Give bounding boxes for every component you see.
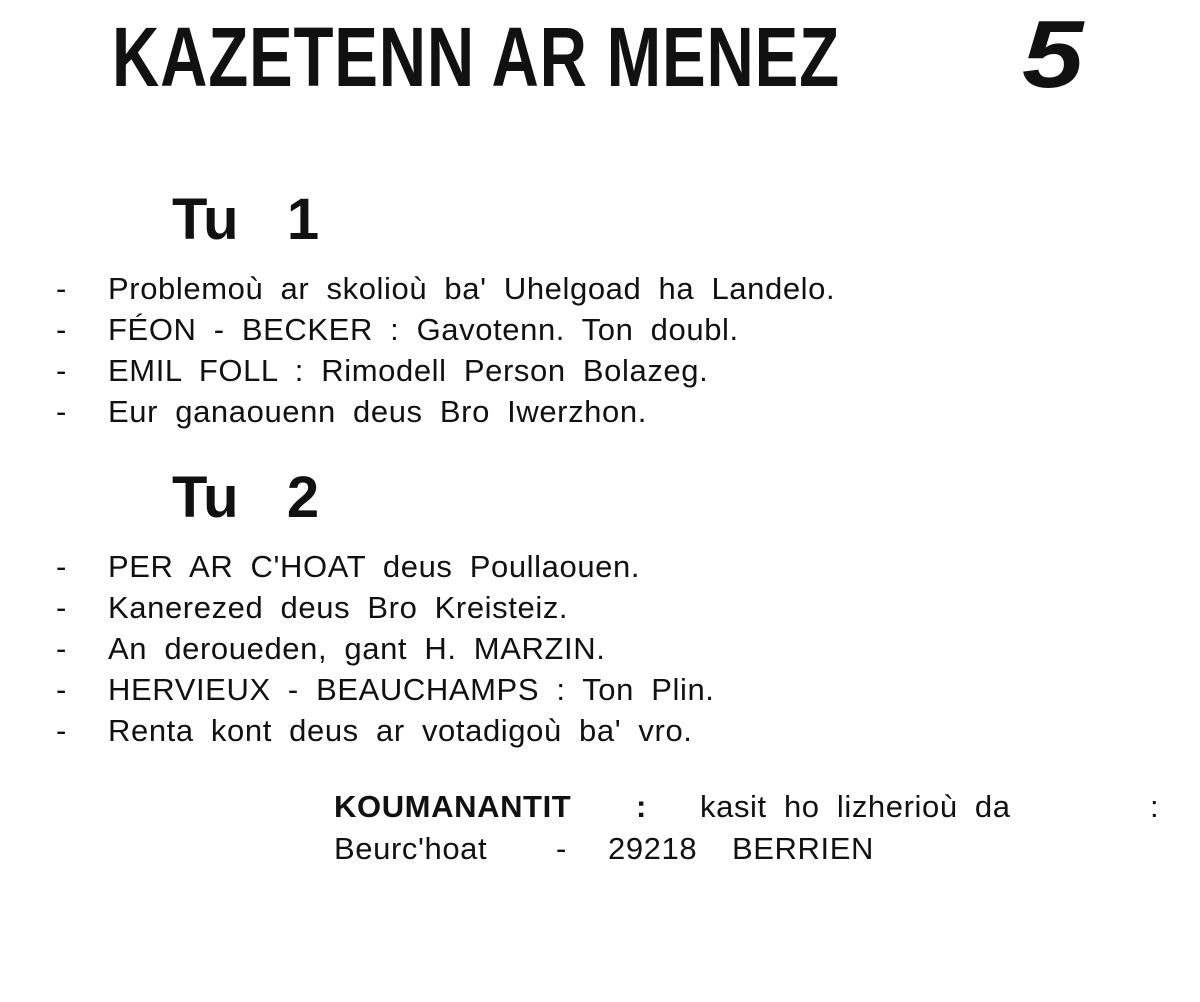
list-dash: - [56,312,67,347]
address-dash: - [556,831,567,866]
header-title: KAZETENN AR MENEZ [112,10,840,104]
list-dash: - [56,631,67,666]
list-item-text: Eur ganaouenn deus Bro Iwerzhon. [108,394,647,429]
list-dash: - [56,549,67,584]
address-street: Beurc'hoat [334,831,488,866]
list-dash: - [56,353,67,388]
list-item-text: EMIL FOLL : Rimodell Person Bolazeg. [108,353,709,388]
list-item-text: Kanerezed deus Bro Kreisteiz. [108,590,569,625]
list-item-text: PER AR C'HOAT deus Poullaouen. [108,549,641,584]
list-item-text: Renta kont deus ar votadigoù ba' vro. [108,713,693,748]
list-dash: - [56,672,67,707]
address-postcode: 29218 [608,831,698,866]
subscription-colon: : [636,789,647,824]
list-item-text: HERVIEUX - BEAUCHAMPS : Ton Plin. [108,672,715,707]
list-dash: - [56,394,67,429]
side-1-heading: Tu 1 [172,187,320,252]
issue-number: 5 [1022,1,1084,108]
list-item-text: Problemoù ar skolioù ba' Uhelgoad ha Landelo. [108,271,836,306]
subscription-trailing-colon: : [1150,789,1160,824]
list-dash: - [56,713,67,748]
address-town: BERRIEN [732,831,875,866]
list-dash: - [56,590,67,625]
list-item-text: FÉON - BECKER : Gavotenn. Ton doubl. [108,312,739,347]
list-dash: - [56,271,67,306]
list-item-text: An deroueden, gant H. MARZIN. [108,631,606,666]
subscription-text: kasit ho lizherioù da [700,789,1011,824]
subscription-label: KOUMANANTIT [334,789,572,824]
side-2-heading: Tu 2 [172,465,320,530]
